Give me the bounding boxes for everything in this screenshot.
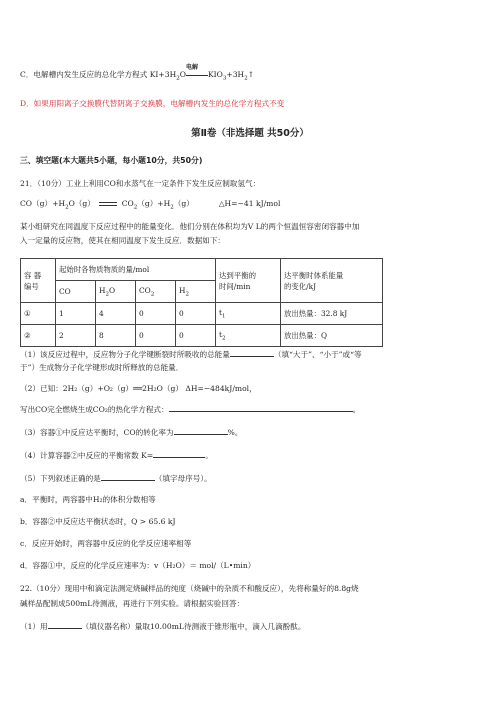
- answer-blank[interactable]: [230, 348, 274, 357]
- electrolysis-arrow: 电解: [186, 69, 208, 80]
- q21-part1-line1: （1）该反应过程中，反应物分子化学键断裂时所吸收的总能量 （填“大于”、“小于”或“等: [20, 350, 362, 359]
- header-container: 容 器 编号: [21, 259, 56, 303]
- equilibrium-arrow-icon: [97, 200, 119, 208]
- answer-blank[interactable]: [153, 449, 205, 458]
- header-time: 达到平衡的 时间/min: [216, 259, 281, 303]
- choice-b: b．容器②中反应达平衡状态时，Q > 65.6 kJ: [20, 517, 176, 526]
- q22-part1: （1）用 （填仪器名称）量取10.00mL待测液于锥形瓶中，滴入几滴酚酞。: [20, 622, 306, 631]
- choice-d: d．容器①中，反应的化学反应速率为：v（H₂O）＝ mol/（L•min）: [20, 561, 256, 570]
- section-heading: 三、填空题(本大题共5小题，每小题10分，共50分): [20, 156, 203, 165]
- q22-line1: 22.（10分）现用中和滴定法测定烧碱样品的纯度（烧碱中的杂质不和酸反应），先将称量好的8.8g烧: [20, 584, 359, 593]
- q22-line2: 碱样品配制成500mL待测液，再进行下列实验。请根据实验回答：: [20, 599, 245, 608]
- q21-part1-line2: 于”）生成物分子化学键形成时所释放的总能量．: [20, 363, 184, 372]
- choice-c: c．反应开始时，两容器中反应的化学反应速率相等: [20, 539, 192, 548]
- q21-equation: $CO(g)+H_2O(g)$ $CO_2(g)+H_2(g)$ △H=−41 kJ/mol: [20, 199, 281, 211]
- q21-intro: 21．（10分）工业上利用CO和水蒸气在一定条件下发生反应制取氢气：: [20, 179, 261, 188]
- answer-blank[interactable]: [174, 426, 228, 435]
- col-co: CO: [56, 281, 96, 303]
- section-title: 第Ⅱ卷（非选择题 共50分）: [191, 128, 309, 139]
- answer-blank[interactable]: [101, 472, 155, 481]
- q21-part3: （3）容器①中反应达平衡时，CO的转化率为 %。: [20, 428, 243, 437]
- answer-blank[interactable]: [169, 403, 353, 412]
- answer-blank[interactable]: [48, 620, 82, 629]
- table-row: ② 2 8 0 0 $t_2$ 放出热量：Q: [21, 325, 383, 347]
- q21-para-1: 某小组研究在同温度下反应过程中的能量变化．他们分别在体积均为V L的两个恒温恒容密闭容器中加: [20, 222, 360, 231]
- header-initial: 起始时各物质物质的量/mol: [56, 259, 216, 281]
- q21-part5: （5）下列叙述正确的是 （填字母序号）。: [20, 474, 212, 483]
- header-energy: 达平衡时体系能量 的变化/kJ: [281, 259, 383, 303]
- col-co2: $CO_2$: [136, 281, 176, 303]
- option-c: C．电解槽内发生反应的总化学方程式 $KI+3H_2O$ 电解 $KIO_3+3H_2↑$: [20, 64, 255, 82]
- table-row: ① 1 4 0 0 $t_1$ 放出热量：32.8 kJ: [21, 303, 383, 325]
- option-d: D．如果用阳离子交换膜代替阴离子交换膜，电解槽内发生的总化学方程式不变: [20, 99, 285, 108]
- col-h2: $H_2$: [176, 281, 216, 303]
- q21-part2-b: 写出CO完全燃烧生成CO₂的热化学方程式： 。: [20, 405, 361, 414]
- data-table: [20, 258, 383, 347]
- choice-a: a．平衡时，两容器中H₂的体积分数相等: [20, 495, 156, 504]
- q21-para-2: 入一定量的反应物，使其在相同温度下发生反应．数据如下：: [20, 236, 226, 245]
- q21-part4: （4）计算容器②中反应的平衡常数 K= 。: [20, 451, 213, 460]
- col-h2o: $H_2O$: [96, 281, 136, 303]
- q21-part2: （2）已知：2H₂（g）+O₂（g）══2H₂O（g） ΔH=−484kJ/mol，: [20, 384, 257, 393]
